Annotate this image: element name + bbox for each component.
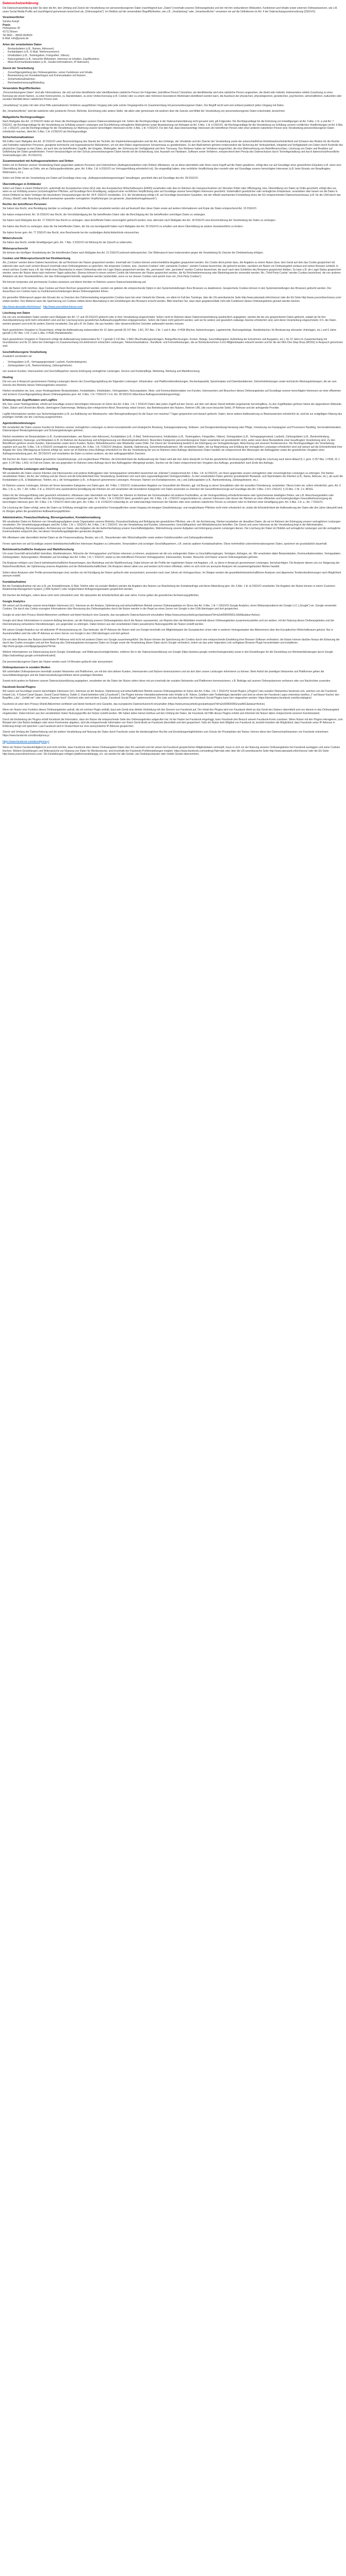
paragraph: Sie haben das Recht zu verlangen, dass die Sie betreffenden Daten, die Sie uns bereitgestellt haben nach Maßgabe des Art. 20 DSGVO zu erhalten und deren Übermittlung an andere Verantwortliche zu fordern. — [3, 225, 244, 228]
paragraph: von unseren Kunden, Interessenten und Geschäftspartner zwecks Erbringung vertraglicher Leistungen, Service und Kundenpflege, Marketing, Werbung und Marktforschung. — [3, 370, 201, 374]
list-item: • Zurverfügungstellung des Onlineangebotes, seiner Funktionen und Inhalte. — [8, 71, 343, 75]
paragraph: Wir löschen die Anfragen, sofern diese nicht mehr erforderlich sind. Wir überprüfen die Erforderlichkeit alle zwei Jahre; Ferner gelten die gesetzlichen Archivierungspflichten. — [3, 594, 200, 597]
bullet-list — [3, 361, 343, 367]
paragraph: Wir nutzen auf Grundlage unserer berechtigten Interessen (d.h. Interesse an der Analyse, Optimierung und wirtschaftlichem Betrieb unseres Onlineangebotes im Sinne des Art. 6 Abs. 1 lit. f. DSGVO) Social Plugins („Plugins“) des sozialen Netzwerkes facebook.com, welches von der Facebook Ireland Ltd., 4 Grand Canal Square, Grand Canal Harbour, Dublin 2, Irland betrieben wird („Facebook“). Die Plugins können Interaktionselemente oder Inhalte (z.B. Videos, Grafiken oder Textbeiträge) darstellen und sind an einem der Facebook Logos erkennbar (weißes „f“ auf blauer Kachel, den Begriffen „Like“, „Gefällt mir“ oder einem „Daumen hoch“-Zeichen) oder sind mit dem Zusatz „Facebook Social Plugin“ gekennzeichnet. Die Liste und das Aussehen der Facebook Social Plugins kann hier eingesehen werden: https://developers.facebook.com/docs/plugins/. — [3, 690, 339, 700]
paragraph: Sofern wir im Rahmen unserer Verarbeitung Daten gegenüber anderen Personen und Unternehmen (Auftragsverarbeitern oder Dritten) offenbaren, sie an diese übermitteln oder ihnen sonst Zugriff auf die Daten gewähren, erfolgt dies nur auf Grundlage einer gesetzlichen Erlaubnis (z.B. wenn eine Übermittlung der Daten an Dritte, wie an Zahlungsdienstleister, gem. Art. 6 Abs. 1 lit. b DSGVO zur Vertragserfüllung erforderlich ist), Sie eingewilligt haben, eine rechtliche Verpflichtung dies vorsieht oder auf Grundlage unserer berechtigten Interessen (z.B. beim Einsatz von Beauftragten, Webhostern, etc.). — [3, 164, 341, 174]
section-title: Zweck der Verarbeitung — [3, 66, 34, 70]
section-title: Zusammenarbeit mit Auftragsverarbeitern und Dritten — [3, 160, 74, 163]
paragraph: Nach Maßgabe des Art. 13 DSGVO teilen wir Ihnen die Rechtsgrundlagen unserer Datenverarbeitungen mit. Sofern die Rechtsgrundlage in der Datenschutzerklärung nicht genannt wird, gilt Folgendes: Die Rechtsgrundlage für die Einholung von Einwilligungen ist Art. 6 Abs. 1 lit. a und Art. 7 DSGVO, die Rechtsgrundlage für die Verarbeitung zur Erfüllung unserer Leistungen und Durchführung vertraglicher Maßnahmen sowie Beantwortung von Anfragen ist Art. 6 Abs. 1 lit. b DSGVO, die Rechtsgrundlage für die Verarbeitung zur Erfüllung unserer rechtlichen Verpflichtungen ist Art. 6 Abs. 1 lit. c DSGVO, und die Rechtsgrundlage für die Verarbeitung zur Wahrung unserer berechtigten Interessen ist Art. 6 Abs. 1 lit. f DSGVO. Für den Fall, dass lebenswichtige Interessen der betroffenen Person oder einer anderen natürlichen Person eine Verarbeitung personenbezogener Daten erforderlich machen, dient Art. 6 Abs. 1 lit. d DSGVO als Rechtsgrundlage. — [3, 120, 343, 133]
paragraph: Falls die Nutzer nicht möchten, dass Cookies auf ihrem Rechner gespeichert werden, werden sie gebeten die entsprechende Option in den Systemeinstellungen ihres Browsers zu deaktivieren. Gespeicherte Cookies können in den Systemeinstellungen des Browsers gelöscht werden. Der Ausschluss von Cookies kann zu Funktionseinschränkungen dieses Onlineangebotes führen. — [3, 286, 332, 294]
paragraph: Als „Cookies“ werden kleine Dateien bezeichnet, die auf Rechnern der Nutzer gespeichert werden. Innerhalb der Cookies können unterschiedliche Angaben gespeichert werden. Ein Cookie dient primär dazu, die Angaben zu einem Nutzer (bzw. dem Gerät auf dem das Cookie gespeichert ist) während oder auch nach seinem Besuch innerhalb eines Onlineangebotes zu speichern. Als temporäre Cookies, bzw. „Session-Cookies“ oder „transiente Cookies“, werden Cookies bezeichnet, die gelöscht werden, nachdem ein Nutzer ein Onlineangebot verlässt und seinen Browser schließt. In einem solchen Cookie kann z.B. der Inhalt eines Warenkorbs in einem Onlineshop oder ein Login-Status gespeichert werden. Als „permanent“ oder „persistent“ werden Cookies bezeichnet, die auch nach dem Schließen des Browsers gespeichert bleiben. So kann z.B. der Login-Status gespeichert werden, wenn die Nutzer diese nach mehreren Tagen aufsuchen. Ebenso können in einem solchen Cookie die Interessen der Nutzer gespeichert werden, die für Reichweitenmessung oder Marketingzwecke verwendet werden. Als „Third-Party-Cookie“ werden Cookies bezeichnet, die von anderen Anbietern als dem Verantwortlichen, der das Onlineangebot betreibt, angeboten werden (andernfalls, wenn es nur dessen Cookies sind spricht man von „First-Party Cookies“). — [3, 261, 341, 278]
paragraph: Die von dem Browser des Nutzers übermittelte IP-Adresse wird nicht mit anderen Daten von Google zusammengeführt. Die Nutzer können die Speicherung der Cookies durch eine entsprechende Einstellung ihrer Browser-Software verhindern; die Nutzer können darüber hinaus die Erfassung der durch das Cookie erzeugten und auf ihre Nutzung des Onlineangebotes bezogenen Daten an Google sowie die Verarbeitung dieser Daten durch Google verhindern, indem sie das unter folgendem Link verfügbare Browser-Plugin herunterladen und installieren: http://tools.google.com/dlpage/gaoptout?hl=de. — [3, 638, 340, 648]
paragraph: Als „Verantwortlicher“ wird die natürliche oder juristische Person, Behörde, Einrichtung oder andere Stelle, die allein oder gemeinsam mit anderen über die Zwecke und Mittel der Verarbeitung von personenbezogenen Daten entscheidet, bezeichnet. — [3, 110, 286, 113]
paragraph: Sofern wir Daten in einem Drittland (d.h. außerhalb der Europäischen Union (EU) oder des Europäischen Wirtschaftsraums (EWR)) verarbeiten oder dies im Rahmen der Inanspruchnahme von Diensten Dritter oder Offenlegung, bzw. Übermittlung von Daten an Dritte geschieht, erfolgt dies nur, wenn es zur Erfüllung unserer (vor)vertraglichen Pflichten, auf Grundlage Ihrer Einwilligung, aufgrund einer rechtlichen Verpflichtung oder auf Grundlage unserer berechtigten Interessen geschieht. Vorbehaltlich gesetzlicher oder vertraglicher Erlaubnisse, verarbeiten oder lassen wir die Daten in einem Drittland nur beim Vorliegen der besonderen Voraussetzungen der Art. 44 ff. DSGVO verarbeiten. D.h. die Verarbeitung erfolgt z.B. auf Grundlage besonderer Garantien, wie der offiziell anerkannten Feststellung eines der EU entsprechenden Datenschutzniveaus (z.B. für die USA durch das „Privacy Shield“) oder Beachtung offiziell anerkannter spezieller vertraglicher Verpflichtungen (so genannte „Standardvertragsklauseln“). — [3, 187, 341, 200]
paragraph: Sie haben nach Maßgabe des Art. 17 DSGVO das Recht zu verlangen, dass betreffende Daten unverzüglich gelöscht werden, bzw. alternativ nach Maßgabe des Art. 18 DSGVO eine Einschränkung der Verarbeitung der Daten zu verlangen. — [3, 219, 276, 223]
section-withdrawal — [3, 237, 343, 245]
paragraph: Die von uns verarbeiteten Daten werden nach Maßgabe der Art. 17 und 18 DSGVO gelöscht oder in ihrer Verarbeitung eingeschränkt. Sofern nicht im Rahmen dieser Datenschutzerklärung ausdrücklich angegeben, werden die bei uns gespeicherten Daten gelöscht, sobald sie für ihre Zweckbestimmung nicht mehr erforderlich sind und der Löschung keine gesetzlichen Aufbewahrungspflichten entgegenstehen. Sofern die Daten nicht gelöscht werden, weil sie für andere und gesetzlich zulässige Zwecke erforderlich sind, wird deren Verarbeitung eingeschränkt. D.h. die Daten werden gesperrt und nicht für andere Zwecke verarbeitet. Das gilt z.B. für Daten, die aus handels- oder steuerrechtlichen Gründen aufbewahrt werden müssen. — [3, 315, 336, 326]
section-business — [3, 351, 343, 374]
paragraph: Nach gesetzlichen Vorgaben in Österreich erfolgt die Aufbewahrung insbesondere für 7 J gemäß § 132 Abs. 1 BAO (Buchhaltungsunterlagen, Belege/Rechnungen, Konten, Belege, Geschäftspapiere, Aufstellung der Einnahmen und Ausgaben, etc.), für 22 Jahre im Zusammenhang mit Grundstücken und für 10 Jahre bei Unterlagen im Zusammenhang mit elektronisch erbrachten Leistungen, Telekommunikations-, Rundfunk- und Fernsehleistungen, die an Nichtunternehmer in EU-Mitgliedstaaten erbracht werden und für die der Mini-One-Stop-Shop (MOSS) in Anspruch genommen wird. — [3, 337, 343, 348]
paragraph: Ferner speichern wir auf Grundlage unserer betriebswirtschaftlichen Interessen Angaben zu Lieferanten, Veranstaltern und sonstigen Geschäftspartnern, z.B. zwecks späterer Kontaktaufnahme. Diese mehrheitlich unternehmensbezogenen Daten, speichern wir grundsätzlich dauerhaft. — [3, 542, 327, 546]
bullet-list — [3, 47, 343, 64]
section-security — [3, 136, 343, 157]
paragraph: Sie haben das Recht, erteilte Einwilligungen gem. Art. 7 Abs. 3 DSGVO mit Wirkung für die Zukunft zu widerrufen. — [3, 241, 133, 245]
section-title: Agenturdienstleistungen — [3, 421, 36, 425]
section-title: Maßgebliche Rechtsgrundlagen — [3, 116, 45, 120]
section-title: Facebook-Social-Plugins — [3, 686, 36, 689]
section-terms — [3, 87, 343, 113]
paragraph: Zusätzlich verarbeiten wir — [3, 354, 32, 358]
paragraph: Facebook ist unter dem Privacy-Shield-Abkommen zertifiziert und bietet hierdurch eine Garantie, das europäische Datenschutzrecht einzuhalten (https://www.privacyshield.gov/participant?id=a2zt0000000GnywAAC&status=Active). — [3, 702, 266, 706]
section-legal-basis — [3, 116, 343, 133]
paragraph: Weitere Informationen zur Datennutzung durch Google, Einstellungs- und Widerspruchsmöglichkeiten, erfahren Sie in der Datenschutzerklärung von Google (https://policies.google.com/technologies/ads) sowie in den Einstellungen für die Darstellung von Werbeeinblendungen durch Google (https://adssettings.google.com/authenticated). — [3, 651, 333, 658]
section-third-countries — [3, 183, 343, 200]
section-title: Arten der verarbeiteten Daten — [3, 43, 42, 46]
paragraph: Bei der Kontaktaufnahme mit uns (z.B. per Kontaktformular, E-Mail, Telefon oder via sozialer Medien) werden die Angaben des Nutzers zur Bearbeitung der Kontaktanfrage und deren Abwicklung gem. Art. 6 Abs. 1 lit. b) DSGVO verarbeitet. Die Angaben der Nutzer können in einem Customer-Relationship-Management System („CRM System“) oder vergleichbarer Anfragenorganisation gespeichert werden. — [3, 584, 336, 591]
paragraph: Sie haben das Recht, eine Bestätigung darüber zu verlangen, ob betreffende Daten verarbeitet werden und auf Auskunft über diese Daten sowie auf weitere Informationen und Kopie der Daten entsprechend Art. 15 DSGVO. — [3, 207, 257, 211]
section-facebook — [3, 686, 343, 756]
section-objection — [3, 247, 343, 255]
section-rights — [3, 203, 343, 234]
section-contact — [3, 581, 343, 598]
paragraph: Google wird diese Informationen in unserem Auftrag benutzen, um die Nutzung unseres Onlineangebotes durch die Nutzer auszuwerten, um Reports über die Aktivitäten innerhalb dieses Onlineangebotes zusammenzustellen und um weitere, mit der Nutzung dieses Onlineangebotes und der Internetnutzung verbundene Dienstleistungen, uns gegenüber zu erbringen. Dabei können aus den verarbeiteten Daten pseudonyme Nutzungsprofile der Nutzer erstellt werden. — [3, 619, 335, 626]
section-title: Onlinepräsenzen in sozialen Medien — [3, 666, 51, 670]
privacy-policy — [0, 0, 346, 762]
section-administration — [3, 516, 343, 546]
section-data-types — [3, 43, 343, 64]
paragraph: Wir offenbaren oder übermitteln hierbei Daten an die Finanzverwaltung, Berater, wie z.B., Steuerberater oder Wirtschaftsprüfer sowie weitere Gebührenstellen und Zahlungsdienstleister. — [3, 536, 214, 539]
section-google-analytics — [3, 600, 343, 664]
controller-address — [3, 20, 343, 41]
paragraph: Hierbei verarbeiten wir, bzw. unser Hostinganbieter Bestandsdaten, Kontaktdaten, Inhaltsdaten, Vertragsdaten, Nutzungsdaten, Meta- und Kommunikationsdaten von Kunden, Interessenten und Besuchern dieses Onlineangebotes auf Grundlage unserer berechtigten Interessen an einer effizienten und sicheren Zurverfügungstellung dieses Onlineangebotes gem. Art. 6 Abs. 1 lit. f DSGVO i.V.m. Art. 28 DSGVO (Abschluss Auftragsverarbeitungsvertrag). — [3, 389, 341, 396]
paragraph: Google ist unter dem Privacy-Shield-Abkommen zertifiziert und bietet hierdurch eine Garantie, das europäische Datenschutzrecht einzuhalten (https://www.privacyshield.gov/participant?id=a2zt000000001L5AAI&status=Active). — [3, 613, 260, 617]
brand-logo-text: Praxis — [3, 23, 11, 27]
paragraph: Wir verarbeiten Daten im Rahmen von Verwaltungsaufgaben sowie Organisation unseres Betriebs, Finanzbuchhaltung und Befolgung der gesetzlichen Pflichten, wie z.B. der Archivierung. Hierbei verarbeiten wir dieselben Daten, die wir im Rahmen der Erbringung unserer vertraglichen Leistungen verarbeiten. Die Verarbeitungsgrundlagen sind Art. 6 Abs. 1 lit. c. DSGVO, Art. 6 Abs. 1 lit. f. DSGVO. Von der Verarbeitung sind Kunden, Interessenten, Geschäftspartner und Websitebesucher betroffen. Der Zweck und unser Interesse an der Verarbeitung liegt in der Administration, Finanzbuchhaltung, Büroorganisation, Archivierung von Daten, also Aufgaben die der Aufrechterhaltung unserer Geschäftstätigkeiten, Wahrnehmung unserer Aufgaben und Erbringung unserer Leistungen dienen. Die Löschung der Daten im Hinblick auf vertragliche Leistungen und die vertragliche Kommunikation entspricht den, bei diesen Verarbeitungstätigkeiten genannten Angaben. — [3, 520, 341, 534]
paragraph: Wir verarbeiten die Daten unserer Kunden im Rahmen unserer vertraglichen Leistungen zu denen konzeptionelle und strategische Beratung, Kampagnenplanung, Software- und Designentwicklung/-beratung oder Pflege, Umsetzung von Kampagnen und Prozessen/ Handling, Serveradministration, Datenanalyse/ Beratungsleistungen und Schulungsleistungen gehören. — [3, 426, 342, 433]
facebook-privacy-link[interactable]: https://www.facebook.com/about/privacy/ — [3, 740, 50, 743]
section-logfiles — [3, 399, 343, 419]
address-line: 41711 Brixen — [3, 30, 18, 33]
youronlinechoices-link[interactable]: http://www.youronlinechoices.com/ — [43, 306, 83, 309]
section-title: Löschung von Daten — [3, 311, 30, 315]
section-social-media — [3, 666, 343, 683]
paragraph: Im Rahmen unserer Leistungen, können wir ferner besondere Kategorien von Daten gem. Art. 9 Abs. 1 DSGVO, insbesondere Angaben zur Gesundheit der Klienten, ggf. mit Bezug zu deren Sexualleben oder der sexuellen Orientierung, verarbeiten. Hierzu holen wir, sofern erforderlich, gem. Art. 6 Abs. 1 lit. a., Art. 7, Art. 9 Abs. 2 lit. a. DSGVO eine ausdrückliche Einwilligung der Klienten ein und verarbeiten die besonderen Kategorien von Daten ansonsten zu Zwecken der Gesundheitsvorsorge auf Grundlage des Art. 9 Abs. 2 lit h. DSGVO, § 22 Abs. 1 Nr. 1 b. BDSG. — [3, 484, 341, 492]
list-item: • Meta-/Kommunikationsdaten (z.B., Geräte-Informationen, IP-Adressen). — [8, 61, 343, 64]
list-item: • Inhaltsdaten (z.B., Texteingaben, Fotografien, Videos). — [8, 54, 343, 58]
paragraph: Sie können der künftigen Verarbeitung der Sie betreffenden Daten nach Maßgabe des Art. 21 DSGVO jederzeit widersprechen. Der Widerspruch kann insbesondere gegen die Verarbeitung für Zwecke der Direktwerbung erfolgen. — [3, 251, 264, 255]
section-third-parties — [3, 160, 343, 180]
paragraph: Ein genereller Widerspruch gegen den Einsatz der zu Zwecken des Onlinemarketing eingesetzten Cookies kann bei einer Vielzahl der Dienste, vor allem im Fall des Trackings, über die US-amerikanische Seite http://www.aboutads.info/choices/ oder die EU-Seite http://www.youronlinechoices.com/ erklärt werden. Des Weiteren kann die Speicherung von Cookies mittels deren Abschaltung in den Einstellungen des Browsers erreicht werden. Bitte beachten Sie, dass dann gegebenenfalls nicht alle Funktionen dieses Onlineangebotes genutzt werden können. — [3, 296, 341, 303]
section-hosting — [3, 376, 343, 396]
link-row — [3, 740, 343, 744]
section-agency — [3, 422, 343, 465]
paragraph: Die Analysen erfolgen zum Zweck betriebswirtschaftlicher Auswertungen, des Marketings und der Marktforschung. Dabei können wir die Profile der registrierten Nutzer mit Angaben, z.B. zu deren in Anspruch genommenen Leistungen, berücksichtigen. Die Analysen dienen uns zur Steigerung der Nutzerfreundlichkeit, der Optimierung unseres Angebotes und der Betriebswirtschaftlichkeit. Die Analysen dienen allein uns und werden nicht extern offenbart, sofern es sich nicht um anonyme Analysen mit zusammengefassten Werten handelt. — [3, 562, 340, 568]
aboutads-link[interactable]: http://www.aboutads.info/choices/ — [3, 306, 41, 309]
section-title: Sicherheitsmaßnahmen — [3, 136, 34, 140]
paragraph: Die personenbezogenen Daten der Nutzer werden nach 14 Monaten gelöscht oder anonymisiert. — [3, 660, 113, 664]
section-title: Widerspruchsrecht — [3, 247, 28, 250]
section-therapy — [3, 468, 343, 514]
list-item: • Kontaktdaten (z.B., E-Mail, Telefonnummern). — [8, 50, 343, 54]
paragraph: Sofern wir Dritte mit der Verarbeitung von Daten auf Grundlage eines sog. „Auftragsverarbeitungsvertrages“ beauftragen, geschieht dies auf Grundlage des Art. 28 DSGVO. — [3, 177, 199, 180]
paragraph: Wenn ein Nutzer eine Funktion dieses Onlineangebotes aufruft, die ein solches Plugin enthält, baut sein Gerät eine direkte Verbindung mit den Servern von Facebook auf. Der Inhalt des Plugins wird von Facebook direkt an das Gerät des Nutzers übermittelt und von diesem in das Onlineangebot eingebunden. Dabei können aus den verarbeiteten Daten Nutzungsprofile der Nutzer erstellt werden. Wir haben daher keinen Einfluss auf den Umfang der Daten, die Facebook mit Hilfe dieses Plugins erhebt und informiert die Nutzer daher entsprechend unserem Kenntnisstand. — [3, 708, 339, 715]
paragraph: Wir setzen auf Grundlage unserer berechtigten Interessen (d.h. Interesse an der Analyse, Optimierung und wirtschaftlichem Betrieb unseres Onlineangebotes im Sinne des Art. 6 Abs. 1 lit. f. DSGVO) Google Analytics, einen Webanalysedienst der Google LLC („Google“) ein. Google verwendet Cookies. Die durch das Cookie erzeugten Informationen über Benutzung des Onlineangebotes durch die Nutzer werden in der Regel an einen Server von Google in den USA übertragen und dort gespeichert. — [3, 604, 337, 611]
list-item: • Sicherheitsmaßnahmen. — [8, 78, 343, 81]
paragraph: Sie haben entsprechend. Art. 16 DSGVO das Recht, die Vervollständigung der Sie betreffenden Daten oder die Berichtigung der Sie betreffenden unrichtigen Daten zu verlangen. — [3, 213, 206, 216]
section-title: Administration, Finanzbuchhaltung, Büroorganisation, Kontaktverwaltung — [3, 516, 101, 519]
phone-line: Tel 0662 – 38030 90/9024 — [3, 33, 32, 37]
section-title: Übermittlungen in Drittländer — [3, 182, 41, 186]
paragraph: Durch die Einbindung der Plugins erhält Facebook die Information, dass ein Nutzer die entsprechende Seite des Onlineangebotes aufgerufen hat. Ist der Nutzer bei Facebook eingeloggt, kann Facebook den Besuch seinem Facebook-Konto zuordnen. Wenn Nutzer mit den Plugins interagieren, zum Beispiel den Like Button betätigen oder einen Kommentar abgeben, wird die entsprechende Information von Ihrem Gerät direkt an Facebook übermittelt und dort gespeichert. Falls ein Nutzer kein Mitglied von Facebook ist, besteht trotzdem die Möglichkeit, dass Facebook seine IP-Adresse in Erfahrung bringt und speichert. Laut Facebook wird in Deutschland nur eine anonymisierte IP-Adresse gespeichert. — [3, 718, 343, 728]
list-item: • Beantwortung von Kontaktanfragen und Kommunikation mit Nutzern. — [8, 74, 343, 78]
paragraph: Wir unterhalten Onlinepräsenzen innerhalb sozialer Netzwerke und Plattformen, um mit den dort aktiven Kunden, Interessenten und Nutzern kommunizieren und sie dort über unsere Leistungen informieren zu können. Beim Aufruf der jeweiligen Netzwerke und Plattformen gelten die Geschäftsbedingungen und die Datenverarbeitungsrichtlinien deren jeweiligen Betreiber. — [3, 670, 324, 677]
section-title: Betriebswirtschaftliche Analysen und Marktforschung — [3, 548, 74, 552]
paragraph: Wir können temporäre und permanente Cookies einsetzen und klären hierüber im Rahmen unserer Datenschutzerklärung auf. — [3, 281, 147, 284]
section-title: Erhebung von Zugriffsdaten und Logfiles — [3, 399, 57, 402]
list-item: • Zahlungsdaten (z.B., Bankverbindung, Zahlungshistorie) — [8, 364, 343, 368]
section-cookies — [3, 257, 343, 309]
paragraph: Wir treffen nach Maßgabe des Art. 32 DSGVO unter Berücksichtigung des Stands der Technik, der Implementierungskosten und der Art, des Umfangs, der Umstände und der Zwecke der Verarbeitung sowie der unterschiedlichen Eintrittswahrscheinlichkeit und Schwere des Risikos für die Rechte und Freiheiten natürlicher Personen, geeignete technische und organisatorische Maßnahmen, um ein dem Risiko angemessenes Schutzniveau zu gewährleisten. Zu den Maßnahmen gehören insbesondere die Sicherung der Vertraulichkeit, Integrität und Verfügbarkeit von Daten durch Kontrolle des physischen Zugangs zu den Daten, als auch des sie betreffenden Zugriffs, der Eingabe, Weitergabe, der Sicherung der Verfügbarkeit und ihrer Trennung. Des Weiteren haben wir Verfahren eingerichtet, die eine Wahrnehmung von Betroffenenrechten, Löschung von Daten und Reaktion auf Gefährdung der Daten gewährleisten. Ferner berücksichtigen wir den Schutz personenbezogener Daten bereits bei der Entwicklung, bzw. Auswahl von Hardware, Software sowie Verfahren, entsprechend dem Prinzip des Datenschutzes durch Technikgestaltung und durch datenschutzfreundliche Voreinstellungen (Art. 25 DSGVO). — [3, 140, 343, 157]
section-analysis — [3, 548, 343, 578]
bullet-list — [3, 71, 343, 84]
paragraph: Wir setzen Google Analytics nur mit aktivierter IP-Anonymisierung ein. Das bedeutet, die IP-Adresse der Nutzer wird von Google innerhalb von Mitgliedstaaten der Europäischen Union oder in anderen Vertragsstaaten des Abkommens über den Europäischen Wirtschaftsraum gekürzt. Nur in Ausnahmefällen wird die volle IP-Adresse an einen Server von Google in den USA übertragen und dort gekürzt. — [3, 629, 334, 636]
paragraph: Wenn ein Nutzer Facebookmitglied ist und nicht möchte, dass Facebook über dieses Onlineangebot Daten über ihn sammelt und mit seinen bei Facebook gespeicherten Mitgliedsdaten verknüpft, muss er sich vor der Nutzung unseres Onlineangebotes bei Facebook ausloggen und seine Cookies löschen. Weitere Einstellungen und Widersprüche zur Nutzung von Daten für Werbezwecke, sind innerhalb der Facebook-Profileinstellungen möglich: https://www.facebook.com/settings?tab=ads oder über die US-amerikanische Seite http://www.aboutads.info/choices/ oder die EU-Seite http://www.youronlinechoices.com/. Die Einstellungen erfolgen plattformunabhängig, d.h. sie werden für alle Geräte, wie Desktopcomputer oder mobile Geräte übernommen. — [3, 746, 340, 756]
address-line: Hohegrasse 30 — [3, 27, 20, 30]
section-title: Verantwortlicher — [3, 16, 25, 20]
list-item: • Bestandsdaten (z.B., Namen, Adressen). — [8, 47, 343, 51]
section-title: Kontaktaufnahme — [3, 580, 26, 584]
section-intro — [3, 2, 343, 13]
section-purpose — [3, 67, 343, 84]
list-item: • Vertragsdaten (z.B., Vertragsgegenstand, Laufzeit, Kundenkategorie). — [8, 361, 343, 364]
section-title: Rechte der betroffenen Personen — [3, 203, 47, 207]
paragraph: Um unser Geschäft wirtschaftlich betreiben, Markttendenzen, Wünsche der Vertragspartner und Nutzer erkennen zu können, analysieren wir die uns vorliegenden Daten zu Geschäftsvorgängen, Verträgen, Anfragen, etc. Wir verarbeiten dabei Bestandsdaten, Kommunikationsdaten, Vertragsdaten, Zahlungsdaten, Nutzungsdaten, Metadaten auf Grundlage des Art. 6 Abs. 1 lit. f. DSGVO, wobei zu den betroffenen Personen Vertragspartner, Interessenten, Kunden, Besucher und Nutzer unseres Onlineangebotes gehören. — [3, 552, 341, 559]
section-title: Cookies und Widerspruchsrecht bei Direktwerbung — [3, 257, 71, 261]
paragraph: Hierbei verarbeiten wir Bestandsdaten (z.B., Kundenstammdaten, wie Namen oder Adressen), Kontaktdaten (z.B., E-Mail, Telefonnummern), Inhaltsdaten (z.B., Texteingaben, Fotografien, Videos), Vertragsdaten (z.B., Vertragsgegenstand, Laufzeit), Zahlungsdaten (z.B., Bankverbindung, Zahlungshistorie), Nutzungs- und Metadaten (z.B. im Rahmen der Auswertung und Erfolgsmessung von Marketingmaßnahmen). Besondere Kategorien personenbezogener Daten verarbeiten wir grundsätzlich nicht, außer wenn diese Bestandteile einer beauftragten Verarbeitung sind. Zu den Betroffenen gehören unsere Kunden, Interessenten sowie deren Kunden, Nutzer, Websitebesucher oder Mitarbeiter sowie Dritte. Der Zweck der Verarbeitung besteht in der Erbringung von Vertragsleistungen, Abrechnung und unserem Kundenservice. Die Rechtsgrundlagen der Verarbeitung ergeben sich aus Art. 6 Abs. 1 lit. b DSGVO (vertragliche Leistungen), Art. 6 Abs. 1 lit. f DSGVO (Analyse, Statistik, Optimierung, Sicherheitsmaßnahmen). Wir verarbeiten Daten, die zur Begründung und Erfüllung der vertraglichen Leistungen erforderlich sind und weisen auf die Erforderlichkeit ihrer Angabe hin. Eine Offenlegung an Externe erfolgt nur, wenn sie im Rahmen eines Auftrags erforderlich ist. Bei der Verarbeitung der uns im Rahmen eines Auftrags überlassenen Daten handeln wir entsprechend den Weisungen der Auftraggeber sowie der gesetzlichen Vorgaben einer Auftragsverarbeitung gem. Art. 28 DSGVO und verarbeiten die Daten zu keinen anderen, als den auftragsgemäßen Zwecken. — [3, 435, 342, 455]
section-title: Verwendete Begrifflichkeiten — [3, 87, 41, 91]
paragraph: Sofern diese Analysen oder Profile personenbezogen sind, werden sie mit Kündigung der Nutzer gelöscht oder anonymisiert, ansonsten nach zwei Jahren ab Vertragsschluss. Im Übrigen werden die gesamtbetriebswirtschaftlichen Analysen und allgemeine Tendenzbestimmungen nach Möglichkeit anonym erstellt. — [3, 571, 341, 578]
section-title: Google Analytics — [3, 600, 25, 603]
paragraph: Wir, bzw. unser Hostinganbieter, erhebt auf Grundlage unserer berechtigten Interessen im Sinne des Art. 6 Abs. 1 lit. f. DSGVO Daten über jeden Zugriff auf den Server, auf dem sich dieser Dienst befindet (sogenannte Serverlogfiles). Zu den Zugriffsdaten gehören Name der abgerufenen Webseite, Datei, Datum und Uhrzeit des Abrufs, übertragene Datenmenge, Meldung über erfolgreichen Abruf, Browsertyp nebst Version, das Betriebssystem des Nutzers, Referrer URL (die zuvor besuchte Seite), IP-Adresse und der anfragende Provider. — [3, 403, 342, 410]
link-row: http://www.aboutads.info/choices/ · http://www.youronlinechoices.com/ — [3, 306, 83, 309]
paragraph: Zweck und Umfang der Datenerhebung und die weitere Verarbeitung und Nutzung der Daten durch Facebook sowie die diesbezüglichen Rechte und Einstellungsmöglichkeiten zum Schutz der Privatsphäre der Nutzer, können diese den Datenschutzhinweisen von Facebook entnehmen: https://www.facebook.com/about/privacy/. — [3, 731, 329, 737]
section-title: Therapeutische Leistungen und Coaching — [3, 467, 58, 471]
paragraph: Soweit nicht anders im Rahmen unserer Datenschutzerklärung angegeben, verarbeiten wir die Daten der Nutzer sofern diese mit uns innerhalb der sozialen Netzwerke und Plattformen kommunizieren, z.B. Beiträge auf unseren Onlinepräsenzen verfassen oder uns Nachrichten zusenden. — [3, 680, 331, 683]
paragraph: „Verarbeitung“ ist jeder mit oder ohne Hilfe automatisierter Verfahren ausgeführten Vorgang oder jede solche Vorgangsreihe im Zusammenhang mit personenbezogenen Daten. Der Begriff reicht weit und umfasst praktisch jeden Umgang mit Daten. — [3, 104, 285, 107]
section-title: Geschäftsbezogene Verarbeitung — [3, 350, 47, 354]
paragraph: Die Datenschutzerklärung klärt Sie über die Art, den Umfang und Zweck der Verarbeitung von personenbezogenen Daten (nachfolgend kurz „Daten“) innerhalb unseres Onlineangebotes und der mit ihm verbundenen Webseiten, Funktionen und Inhalte sowie externen Onlinepräsenzen, wie z.B. unser Social Media Profile auf (nachfolgend gemeinsam bezeichnet als „Onlineangebot“). Im Hinblick auf die verwendeten Begrifflichkeiten, wie z.B. „Verarbeitung“ oder „Verantwortlicher“ verweisen wir auf die Definitionen im Art. 4 der Datenschutzgrundverordnung (DSGVO). — [3, 7, 338, 13]
paragraph: Sofern für die Vertragserfüllung oder gesetzlich erforderlich, offenbaren oder übermitteln wir die Daten der Klienten im Rahmen der Kommunikation mit anderen Fachkräften, an die Vertragserfüllung erforderlicherweise oder typischerweise beteiligten Dritten, wie z.B. Abrechnungsstellen oder vergleichbare Dienstleister, sofern dies der Erbringung unserer Leistungen gem. Art. 6 Abs. 1 lit. b DSGVO dient, gesetzlich gem. Art. 6 Abs. 1 lit. c DSGVO vorgeschrieben ist, unseren Interessen oder denen der Klienten an einer effizienten und kostengünstigen Gesundheitsversorgung als berechtigtes Interesse gem. Art. 6 Abs. 1 lit. f DSGVO dient oder gem. Art. 6 Abs. 1 lit. d DSGVO notwendig ist. um lebenswichtige Interessen der Klienten oder einer anderen natürlichen Person zu schützen oder im Rahmen einer Einwilligung gem. Art. 6 Abs. 1 lit. a., Art. 7 DSGVO. — [3, 494, 334, 504]
email-line: E-Mail: info@praxis.de — [3, 37, 29, 41]
section-deletion — [3, 312, 343, 348]
controller-name: Sandra Kampf — [3, 20, 19, 24]
list-item: • Reichweitenmessung/Marketing — [8, 81, 343, 85]
paragraph: Die von uns in Anspruch genommenen Hosting-Leistungen dienen der Zurverfügungstellung der folgenden Leistungen: Infrastruktur- und Plattformdienstleistungen, Rechenkapazität, Speicherplatz und Datenbankdienste, Sicherheitsleistungen sowie technische Wartungsleistungen, die wir zum Zwecke des Betriebs dieses Onlineangebotes einsetzen. — [3, 380, 337, 387]
paragraph: „Personenbezogene Daten“ sind alle Informationen, die sich auf eine identifizierte oder identifizierbare natürliche Person (im Folgenden „betroffene Person“) beziehen; als identifizierbar wird eine natürliche Person angesehen, die direkt oder indirekt, insbesondere mittels Zuordnung zu einer Kennung wie einem Namen, zu einer Kennnummer, zu Standortdaten, zu einer Online-Kennung (z.B. Cookie) oder zu einem oder mehreren besonderen Merkmalen identifiziert werden kann, die Ausdruck der physischen, physiologischen, genetischen, psychischen, wirtschaftlichen, kulturellen oder sozialen Identität dieser natürlichen Person sind. — [3, 91, 342, 101]
section-title: Datenschutzerklärung — [3, 2, 39, 5]
section-controller — [3, 16, 343, 41]
paragraph: Die Löschung der Daten erfolgt, wenn die Daten zur Erfüllung vertraglicher oder gesetzlicher Fürsorgepflichten sowie Umgang mit etwaigen Gewährleistungs- und vergleichbarer Pflichten nicht mehr erforderlich ist, wobei die Erforderlichkeit der Aufbewahrung der Daten alle drei Jahre überprüft wird; im Übrigen gelten die gesetzlichen Aufbewahrungspflichten. — [3, 506, 343, 513]
paragraph: Sie haben ferner gem. Art. 77 DSGVO das Recht, eine Beschwerde bei der zuständigen Aufsichtsbehörde einzureichen. — [3, 231, 140, 234]
list-item: • Nutzungsdaten (z.B., besuchte Webseiten, Interesse an Inhalten, Zugriffszeiten). — [8, 58, 343, 61]
paragraph: Logfile-Informationen werden aus Sicherheitsgründen (z.B. zur Aufklärung von Missbrauchs- oder Betrugshandlungen) für die Dauer von maximal 7 Tagen gespeichert und danach gelöscht. Daten, deren weitere Aufbewahrung zu Beweiszwecken erforderlich ist, sind bis zur endgültigen Klärung des jeweiligen Vorfalls von der Löschung ausgenommen. — [3, 412, 342, 419]
section-title: Widerrufsrecht — [3, 237, 23, 241]
section-title: Hosting — [3, 376, 13, 379]
paragraph: Wir verarbeiten die Daten unserer Klienten und Interessenten und anderer Auftraggeber oder Vertragspartner (einheitlich bezeichnet als „Klienten“) entsprechend Art. 6 Abs. 1 lit. b) DSGVO, um ihnen gegenüber unsere vertraglichen oder vorvertraglichen Leistungen zu erbringen. Die hierbei verarbeiteten Daten, die Art, der Umfang und der Zweck und die Erforderlichkeit ihrer Verarbeitung, bestimmen sich nach dem zugrundeliegenden Vertragsverhältnis. Zu den verarbeiteten Daten gehören grundsätzlich Bestands- und Stammdaten der Klienten (z.B., Name, Adresse, etc.), als auch die Kontaktdaten (z.B., E-Mailadresse, Telefon, etc.), die Vertragsdaten (z.B., in Anspruch genommene Leistungen, Honorare, Namen von Kontaktpersonen, etc.) und Zahlungsdaten (z.B., Bankverbindung, Zahlungshistorie, etc.). — [3, 471, 343, 482]
paragraph: Nach gesetzlichen Vorgaben in Deutschland, erfolgt die Aufbewahrung insbesondere für 10 Jahre gemäß §§ 147 Abs. 1 AO, 257 Abs. 1 Nr. 1 und 4, Abs. 4 HGB (Bücher, Aufzeichnungen, Lageberichte, Buchungsbelege, Handelsbücher, für Besteuerung relevanter Unterlagen, etc.) und 6 Jahre gemäß § 257 Abs. 1 Nr. 2 und 3, Abs. 4 HGB (Handelsbriefe). — [3, 328, 337, 335]
paragraph: Wir löschen die Daten nach Ablauf gesetzlicher Gewährleistungs- und vergleichbarer Pflichten. die Erforderlichkeit der Aufbewahrung der Daten wird alle drei Jahre überprüft; im Fall der gesetzlichen Archivierungspflichten erfolgt die Löschung nach deren Ablauf (6 J, gem. § 257 Abs. 1 HGB, 10 J, gem. § 147 Abs. 1 AO). Im Fall von Daten, die uns gegenüber im Rahmen eines Auftrags durch den Auftraggeber offengelegt wurden, löschen wir die Daten entsprechend den Vorgaben des Auftrags, grundsätzlich nach Ende des Auftrags. — [3, 458, 340, 465]
